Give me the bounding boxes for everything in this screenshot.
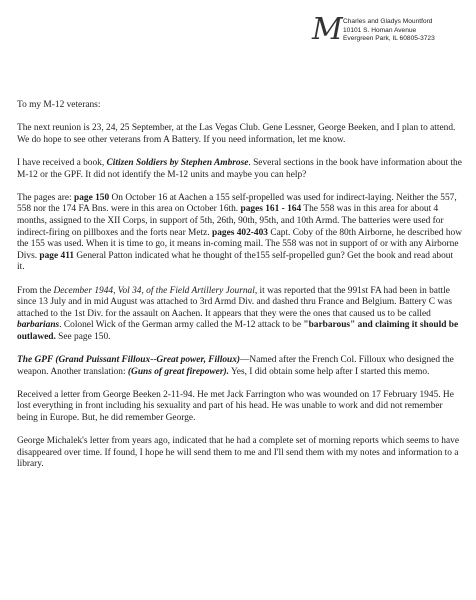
paragraph-pages bbox=[17, 193, 462, 274]
letterhead-street: 10101 S. Homan Avenue bbox=[343, 26, 417, 34]
text-run: Capt. Coby of the 80th Airborne, he described how the 155 was used. When it is time to go, it means in-coming mail. The 558 was not in support of or with any Airborne Divs. bbox=[17, 227, 462, 261]
letterhead-names: Charles and Gladys Mountford bbox=[343, 18, 433, 25]
paragraph-book bbox=[17, 158, 462, 181]
letter-body bbox=[17, 100, 462, 483]
text-run: . Colonel Wick of the German army called the M-12 attack to be bbox=[59, 320, 304, 331]
paragraph-beeken: Received a letter from George Beeken 2-11-94. He met Jack Farrington who was wounded on 17 February 1945. He lost everything in front including his sexuality and part of his head. He was unable to work and did not remember being in Europe. But, he did remember George. bbox=[17, 389, 454, 424]
text-run: I have received a book, bbox=[17, 157, 107, 168]
paragraph-journal bbox=[17, 286, 462, 344]
page-ref: page 150 bbox=[74, 192, 110, 203]
text-run: See page 150. bbox=[55, 331, 111, 342]
monogram-logo: M bbox=[312, 12, 343, 47]
text-run: Yes, I did obtain some help after I started this memo. bbox=[228, 366, 430, 377]
text-run: The 558 was in this area for about 4 months, assigned to the XII Corps, in support of 5th, 26th, 90th, 95th, and 10th Armd. The batteries were used for indirect-firing on pillboxes and the forts near Metz. bbox=[17, 204, 444, 238]
page-ref: page 411 bbox=[39, 250, 75, 261]
salutation: To my M-12 veterans: bbox=[17, 100, 101, 110]
text-run: . Several sections in the book have information about the M-12 or the GPF. It did not identify the M-12 units and maybe you can help? bbox=[17, 157, 462, 180]
journal-source: December 1944, Vol 34, of the Field Artillery Journal bbox=[53, 285, 255, 296]
paragraph-gpf bbox=[17, 355, 462, 378]
emphasis-barbarians: barbarians bbox=[17, 320, 60, 331]
page-ref: pages 161 - 164 bbox=[240, 204, 302, 215]
letterhead-city: Evergreen Park, IL 60805-3723 bbox=[343, 35, 435, 42]
book-title: Citizen Soldiers by Stephen Ambrose bbox=[106, 157, 249, 168]
text-run: —Named after the French Col. Filloux who designed the weapon. Another translation: bbox=[17, 355, 454, 377]
gpf-title: The GPF (Grand Puissant Filloux--Great power, Filloux) bbox=[17, 355, 241, 366]
text-run: On October 16 at Aachen a 155 self-propelled was used for indirect-laying. Neither the 557, 558 nor the 174 FA Bns. were in this area on October 16th. bbox=[17, 192, 457, 215]
gpf-translation: (Guns of great firepower). bbox=[127, 366, 229, 377]
page-ref: pages 402-403 bbox=[212, 227, 268, 238]
quote-barbarous: "barbarous" and claiming it should be outlawed. bbox=[17, 320, 459, 342]
paragraph-michalek: George Michalek's letter from years ago, indicated that he had a complete set of morning reports which seems to have disappeared over time. If found, I hope he will send them to me and I'll send them with my notes and information to a library. bbox=[17, 436, 459, 470]
paragraph-reunion: The next reunion is 23, 24, 25 September, at the Las Vegas Club. Gene Lessner, George Beeken, and I plan to attend. We do hope to see other veterans from A Battery. If you need information, let me know. bbox=[17, 123, 456, 145]
letterhead bbox=[312, 12, 472, 55]
letterhead-address bbox=[343, 18, 435, 44]
text-run: The pages are: bbox=[17, 192, 75, 203]
text-run: From the bbox=[17, 285, 54, 296]
text-run: , it was reported that the 991st FA had been in battle since 13 July and in mid August was attached to 3rd Armd Div. and dashed thru France and Belgium. Battery C was attached to the 1st Div. for the assault on Aachen. It appears that they were the ones that caused us to be called bbox=[17, 285, 452, 319]
text-run: General Patton indicated what he thought of the155 self-propelled gun? Get the book and read about it. bbox=[17, 250, 454, 273]
